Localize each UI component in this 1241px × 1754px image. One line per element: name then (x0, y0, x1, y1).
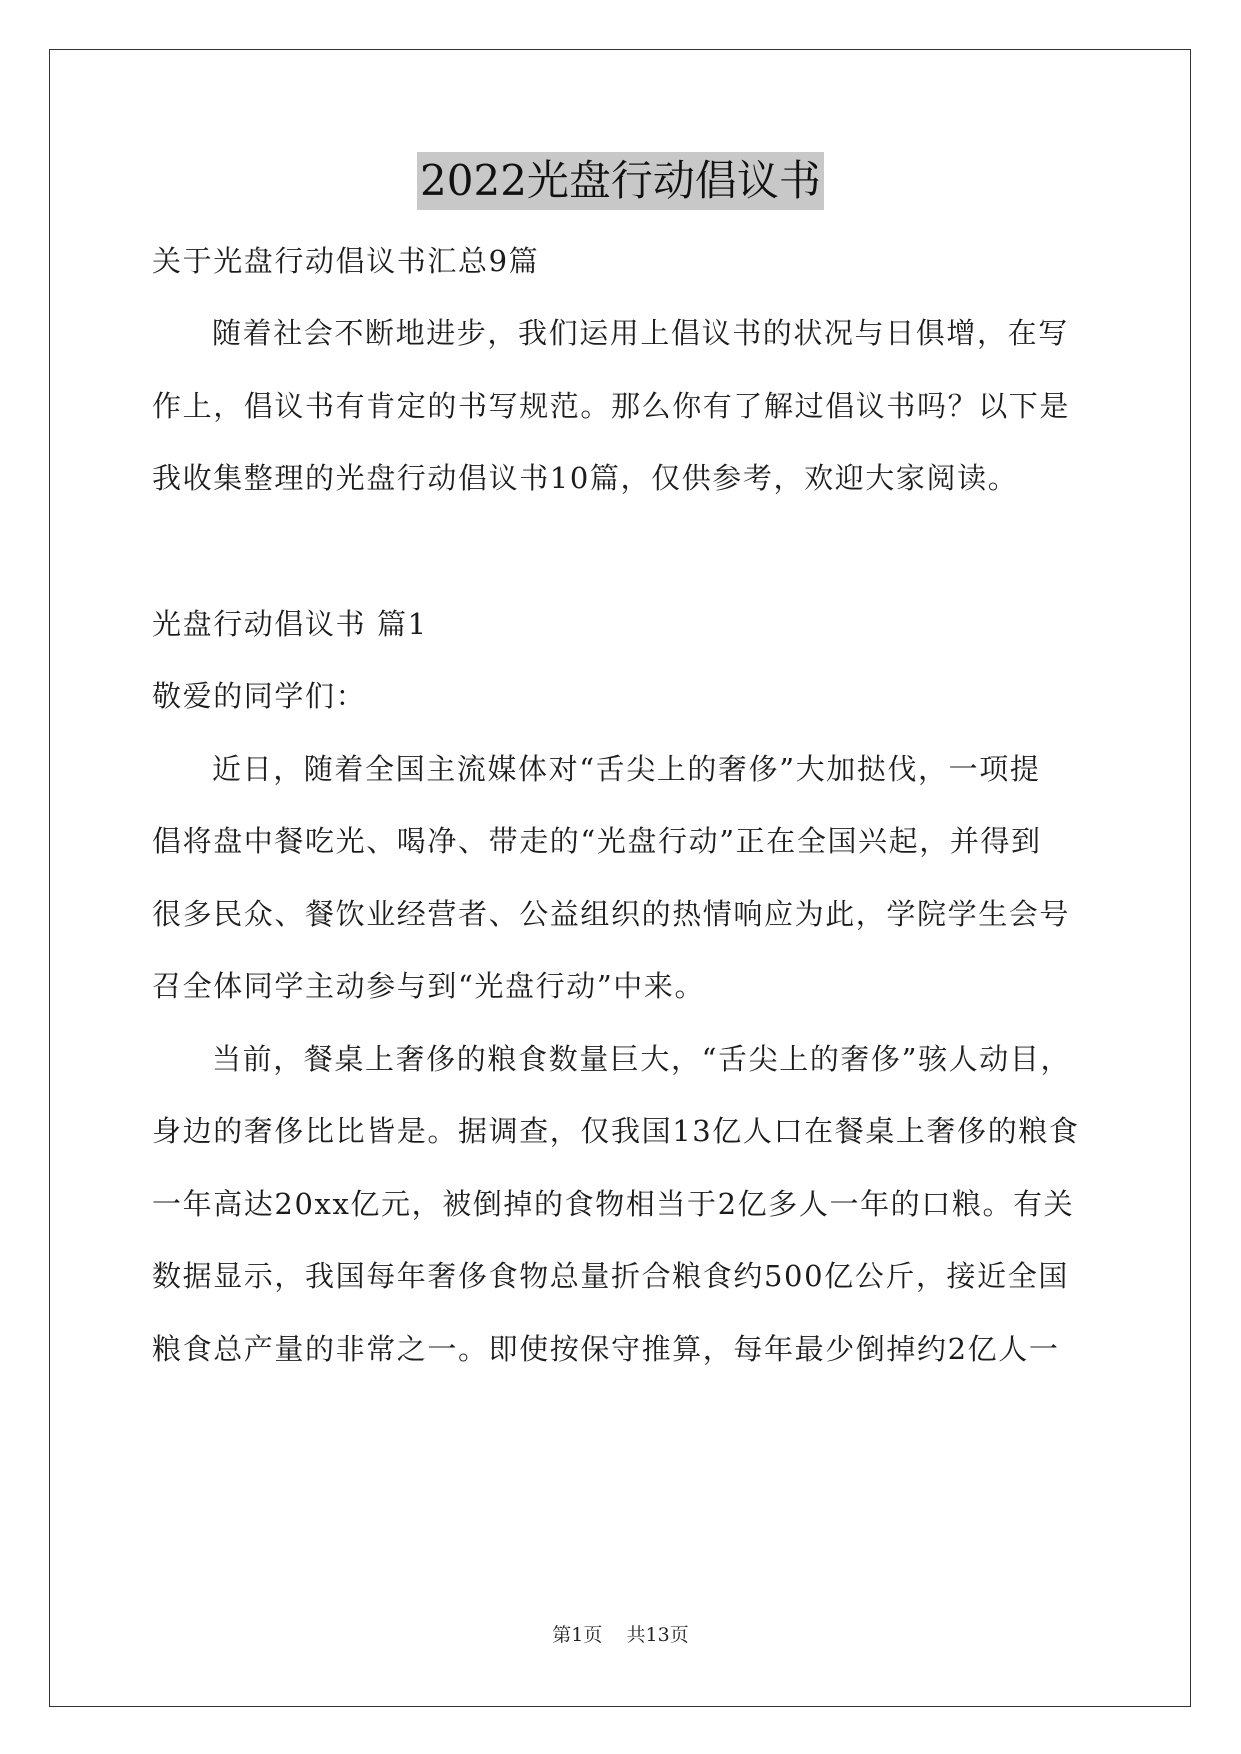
subtitle: 关于光盘行动倡议书汇总9篇 (152, 244, 540, 278)
paragraph2-line: 数据显示，我国每年奢侈食物总量折合粮食约500亿公斤，接近全国 (152, 1259, 1069, 1293)
page-footer (0, 1622, 1241, 1648)
page-total: 共13页 (626, 1624, 689, 1646)
section-heading: 光盘行动倡议书 篇1 (152, 607, 428, 641)
paragraph1-line: 召全体同学主动参与到“光盘行动”中来。 (152, 969, 706, 1003)
title-container (0, 152, 1241, 210)
paragraph1-line: 近日，随着全国主流媒体对“舌尖上的奢侈”大加挞伐，一项提 (212, 752, 1041, 786)
paragraph2-line: 身边的奢侈比比皆是。据调查，仅我国13亿人口在餐桌上奢侈的粮食 (152, 1114, 1080, 1148)
page-border (49, 49, 1191, 1707)
page-number: 第1页 (552, 1624, 603, 1646)
salutation: 敬爱的同学们： (152, 679, 367, 713)
paragraph1-line: 倡将盘中餐吃光、喝净、带走的“光盘行动”正在全国兴起，并得到 (152, 824, 1042, 858)
paragraph2-line: 一年高达20xx亿元，被倒掉的食物相当于2亿多人一年的口粮。有关 (152, 1187, 1075, 1221)
page-title: 2022光盘行动倡议书 (417, 152, 824, 210)
intro-line: 随着社会不断地进步，我们运用上倡议书的状况与日俱增，在写 (212, 316, 1069, 350)
intro-line: 作上，倡议书有肯定的书写规范。那么你有了解过倡议书吗？以下是 (152, 389, 1071, 423)
intro-line: 我收集整理的光盘行动倡议书10篇，仅供参考，欢迎大家阅读。 (152, 461, 1019, 495)
paragraph2-line: 粮食总产量的非常之一。即使按保守推算，每年最少倒掉约2亿人一 (152, 1332, 1060, 1366)
paragraph1-line: 很多民众、餐饮业经营者、公益组织的热情响应为此，学院学生会号 (152, 897, 1071, 931)
paragraph2-line: 当前，餐桌上奢侈的粮食数量巨大，“舌尖上的奢侈”骇人动目， (212, 1042, 1072, 1076)
